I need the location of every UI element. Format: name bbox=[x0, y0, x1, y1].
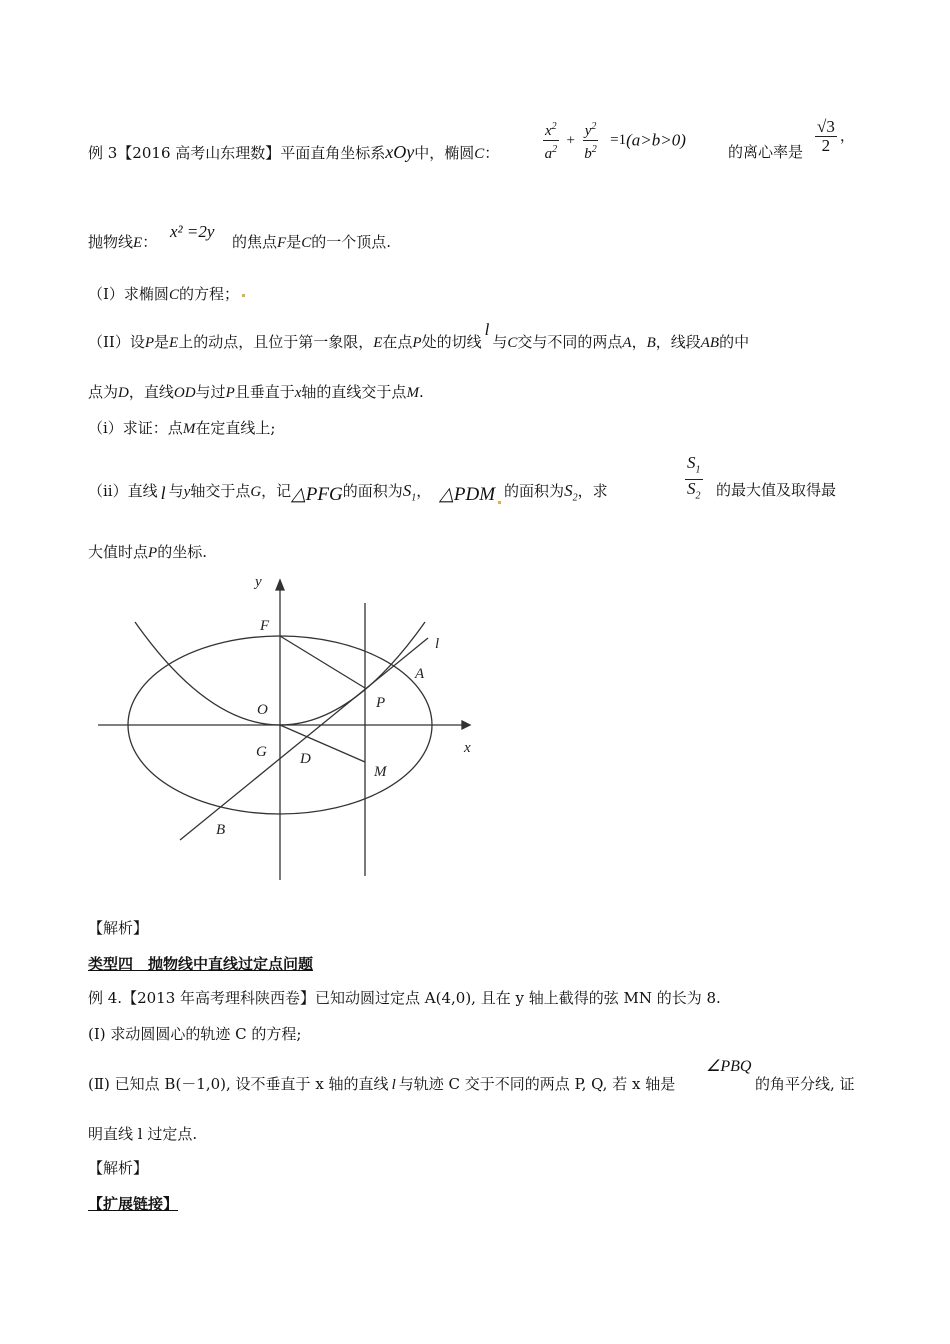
tangent-line-l bbox=[180, 638, 428, 840]
ex4-part2: (Ⅱ) 已知点 B(－1,0), 设不垂直于 x 轴的直线 l 与轨迹 C 交于不同的两点 P, Q, 若 x 轴是 bbox=[88, 1075, 676, 1093]
label-x: x bbox=[464, 740, 471, 756]
label-o: O bbox=[257, 702, 268, 718]
ex4-part2-end: 的角平分线, 证 bbox=[755, 1075, 855, 1093]
ex4-part2-line2: 明直线 l 过定点. bbox=[88, 1125, 198, 1143]
part-1: （I）求椭圆C的方程； bbox=[88, 284, 248, 305]
eccentricity-value: $\frac{√3}{2}$ ， bbox=[817, 117, 855, 155]
label-g: G bbox=[256, 744, 267, 760]
extension-link[interactable]: 【扩展链接】 bbox=[88, 1195, 179, 1213]
segment-om bbox=[280, 725, 365, 762]
label-m: M bbox=[374, 764, 387, 780]
label-d: D bbox=[300, 751, 311, 767]
part-2-line1: （II）设P是E上的动点，且位于第一象限，E在点P处的切线l与C交与不同的两点A，B，线段AB的中 bbox=[88, 320, 750, 351]
part-2-ii-end: 的最大值及取得最 bbox=[716, 481, 837, 499]
segment-fp bbox=[280, 636, 365, 688]
part-2-line2: 点为D，直线OD与过P且垂直于x轴的直线交于点M. bbox=[88, 383, 424, 401]
label-f: F bbox=[260, 618, 270, 634]
area-ratio: $\frac{S_1}{S_2}$ bbox=[687, 453, 701, 502]
section-type-4: 类型四 抛物线中直线过定点问题 bbox=[88, 955, 314, 973]
part-2-ii: （ii）直线 l 与y轴交于点G，记△PFG的面积为$S_1$， △PDM 的面积为$S_2$，求 bbox=[88, 481, 608, 505]
angle-pbq: ∠PBQ bbox=[706, 1058, 752, 1075]
ellipse-parabola-figure bbox=[90, 570, 490, 890]
ellipse-equation: $\frac{x^2}{a^2}$ + $\frac{y^2}{b^2}$ =1(a>b>0) bbox=[540, 118, 686, 168]
ex4-line1: 例 4.【2013 年高考理科陕西卷】已知动圆过定点 A(4,0), 且在 y 轴上截得的弦 MN 的长为 8. bbox=[88, 989, 721, 1007]
analysis-heading-1: 【解析】 bbox=[88, 919, 149, 937]
eccentricity: 的离心率是 bbox=[728, 143, 804, 161]
label-a: A bbox=[415, 666, 425, 682]
label-p: P bbox=[376, 695, 386, 711]
label-y: y bbox=[255, 574, 262, 590]
parabola-equation: x² =2y bbox=[170, 222, 215, 241]
part-2-i: （i）求证：点M在定直线上; bbox=[88, 419, 276, 437]
label-b: B bbox=[216, 822, 226, 838]
ex3-line2b: 的焦点F是C的一个顶点. bbox=[232, 233, 391, 251]
ex3-line2: 抛物线E： bbox=[88, 233, 158, 251]
label-l: l bbox=[435, 636, 440, 652]
part-2-ii-line2: 大值时点P的坐标. bbox=[88, 543, 207, 561]
ex4-part1: (Ⅰ) 求动圆圆心的轨迹 C 的方程; bbox=[88, 1025, 302, 1043]
ex3-line1: 例 3【2016 高考山东理数】平面直角坐标系xOy中，椭圆C： bbox=[88, 142, 500, 162]
analysis-heading-2: 【解析】 bbox=[88, 1159, 149, 1177]
